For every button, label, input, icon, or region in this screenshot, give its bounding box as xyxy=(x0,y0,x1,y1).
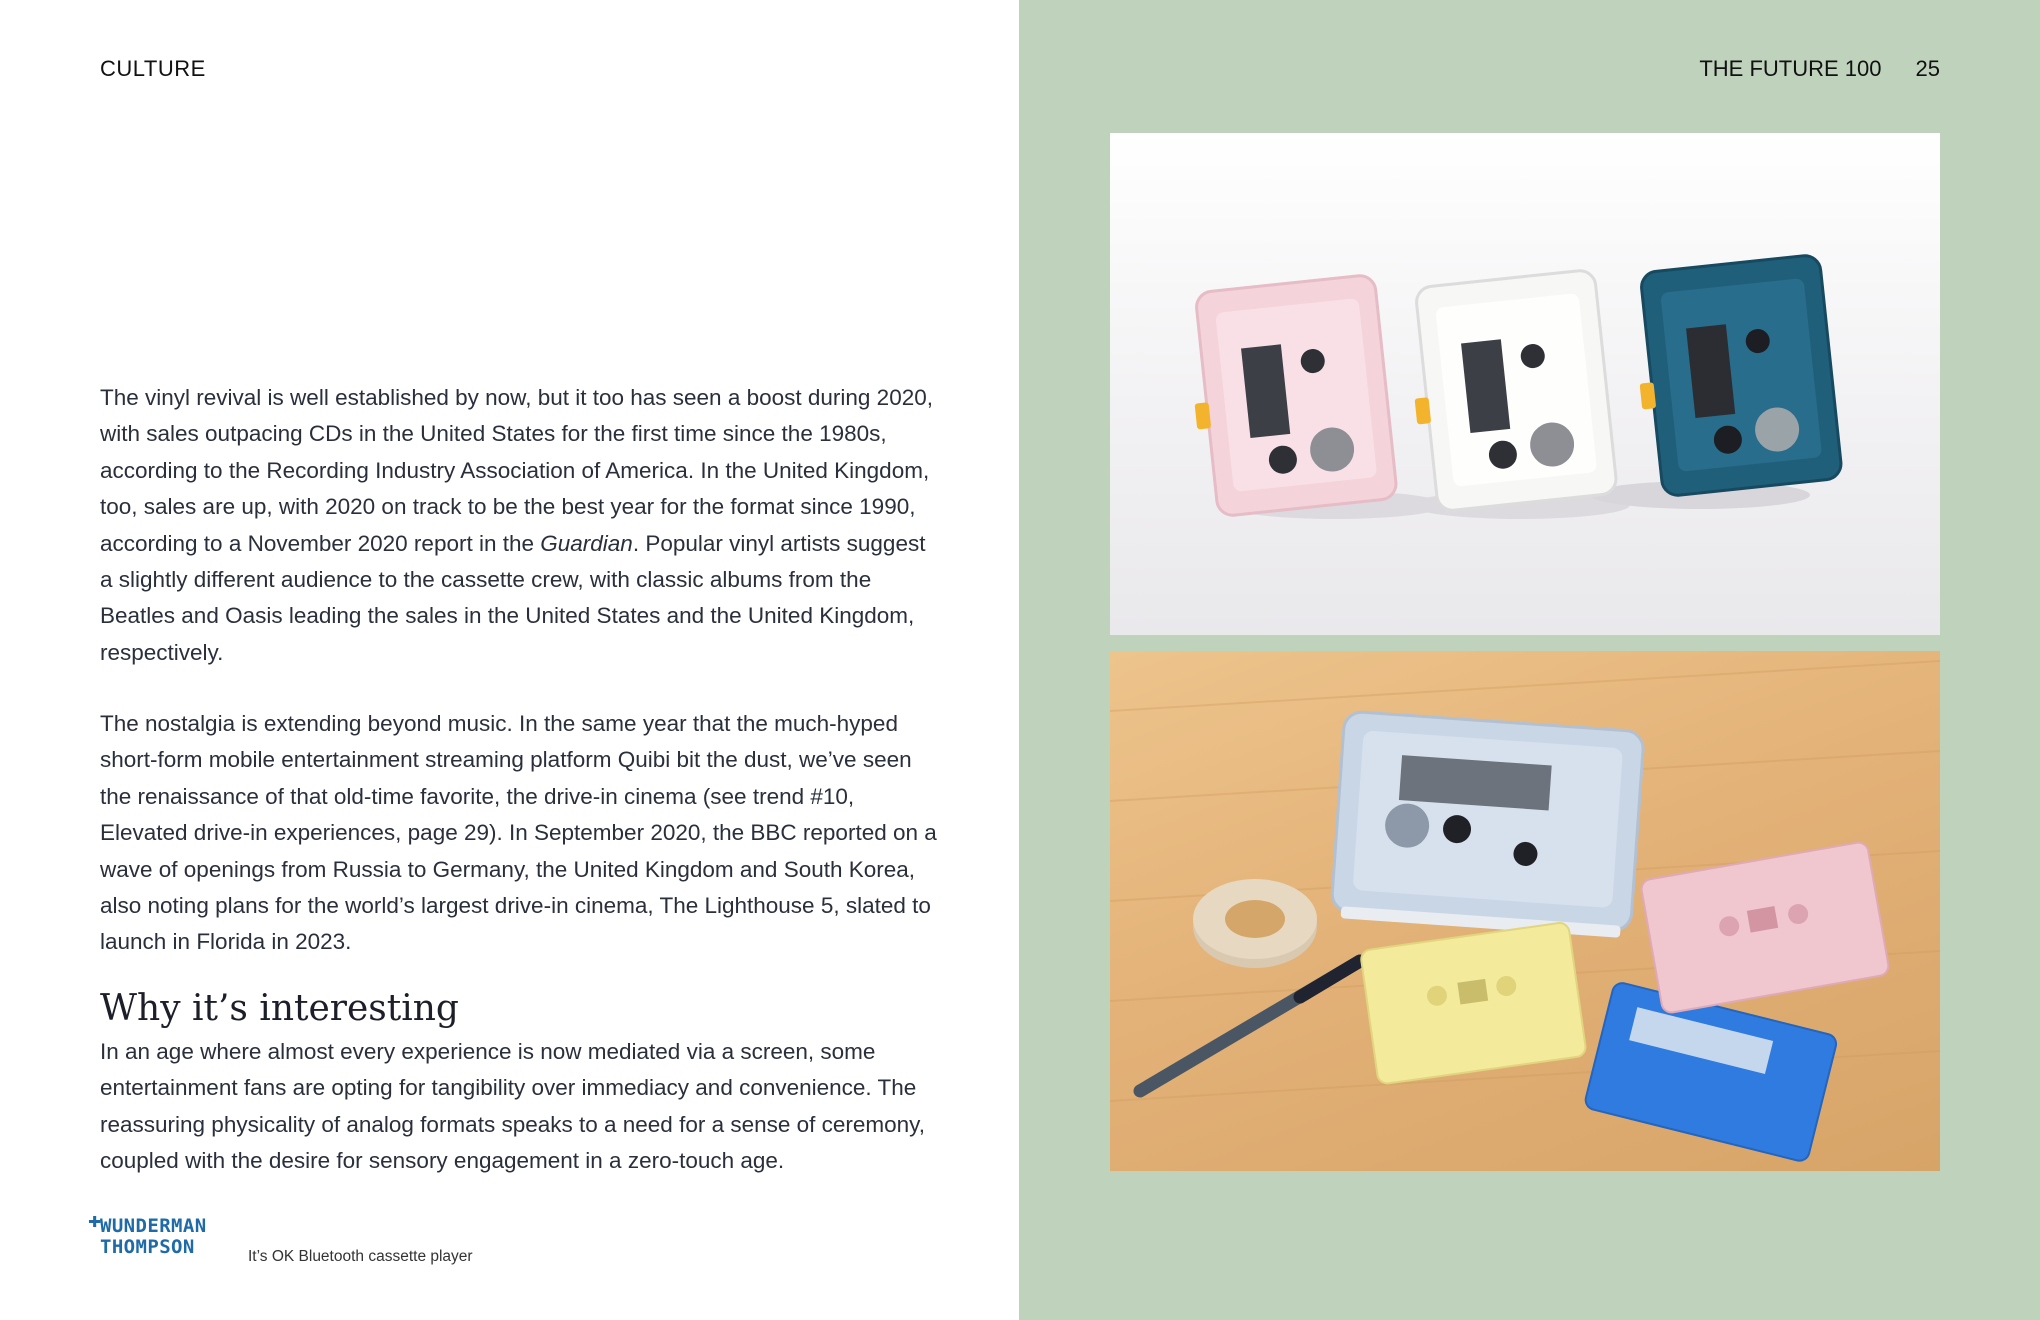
body-paragraph-why-interesting xyxy=(100,1034,940,1180)
cassettes-table-illustration xyxy=(1110,651,1940,1171)
body-paragraph-nostalgia xyxy=(100,706,940,961)
body-paragraph-vinyl xyxy=(100,380,940,671)
section-label: CULTURE xyxy=(100,56,206,81)
photo-caption: It’s OK Bluetooth cassette player xyxy=(248,1248,473,1265)
photo-player-with-cassettes xyxy=(1110,651,1940,1171)
para3-text: In an age where almost every experience is now mediated via a screen, some entertainment fans are opting for tangibility over immediacy and convenience. The reassuring physicality of analog formats speaks to a need for a sense of ceremony, coupled with the desire for sensory engagement in a zero-touch age. xyxy=(100,1039,926,1174)
page-number: 25 xyxy=(1915,56,1940,81)
para2-text: The nostalgia is extending beyond music. In the same year that the much-hyped short-form mobile entertainment streaming platform Quibi bit the dust, we’ve seen the renaissance of that old-time favorite, the drive-in cinema (see trend #10, Elevated drive-in experiences, page 29). In September 2020, the BBC reported on a wave of openings from Russia to Germany, the United Kingdom and South Korea, also noting plans for the world’s largest drive-in cinema, The Lighthouse 5, slated to launch in Florida in 2023. xyxy=(100,711,937,955)
logo-line-2: THOMPSON xyxy=(100,1236,195,1258)
cassette-players-illustration xyxy=(1110,133,1940,635)
publication-title: THE FUTURE 100 xyxy=(1699,56,1882,81)
section-heading: Why it’s interesting xyxy=(100,988,459,1029)
para1-text-end: . Popular vinyl artists suggest a slightly different audience to the cassette crew, with classic albums from the Beatles and Oasis leading the sales in the United States and the United Kingdom, respectively. xyxy=(100,530,926,665)
wunderman-thompson-logo xyxy=(88,1208,207,1258)
para1-text-start: The vinyl revival is well established by now, but it too has seen a boost during 2020, with sales outpacing CDs in the United States for the first time since the 1980s, according to the Recording Industry Association of America. In the United Kingdom, too, sales are up, with 2020 on track to be the best year for the format since 1990, according to a November 2020 report in the xyxy=(100,385,933,556)
photo-three-cassette-players xyxy=(1110,133,1940,635)
plus-icon: ✚ xyxy=(88,1208,102,1233)
para1-italic-guardian: Guardian xyxy=(540,530,633,556)
logo-line-1: WUNDERMAN xyxy=(100,1215,207,1237)
running-head xyxy=(1699,56,1940,82)
